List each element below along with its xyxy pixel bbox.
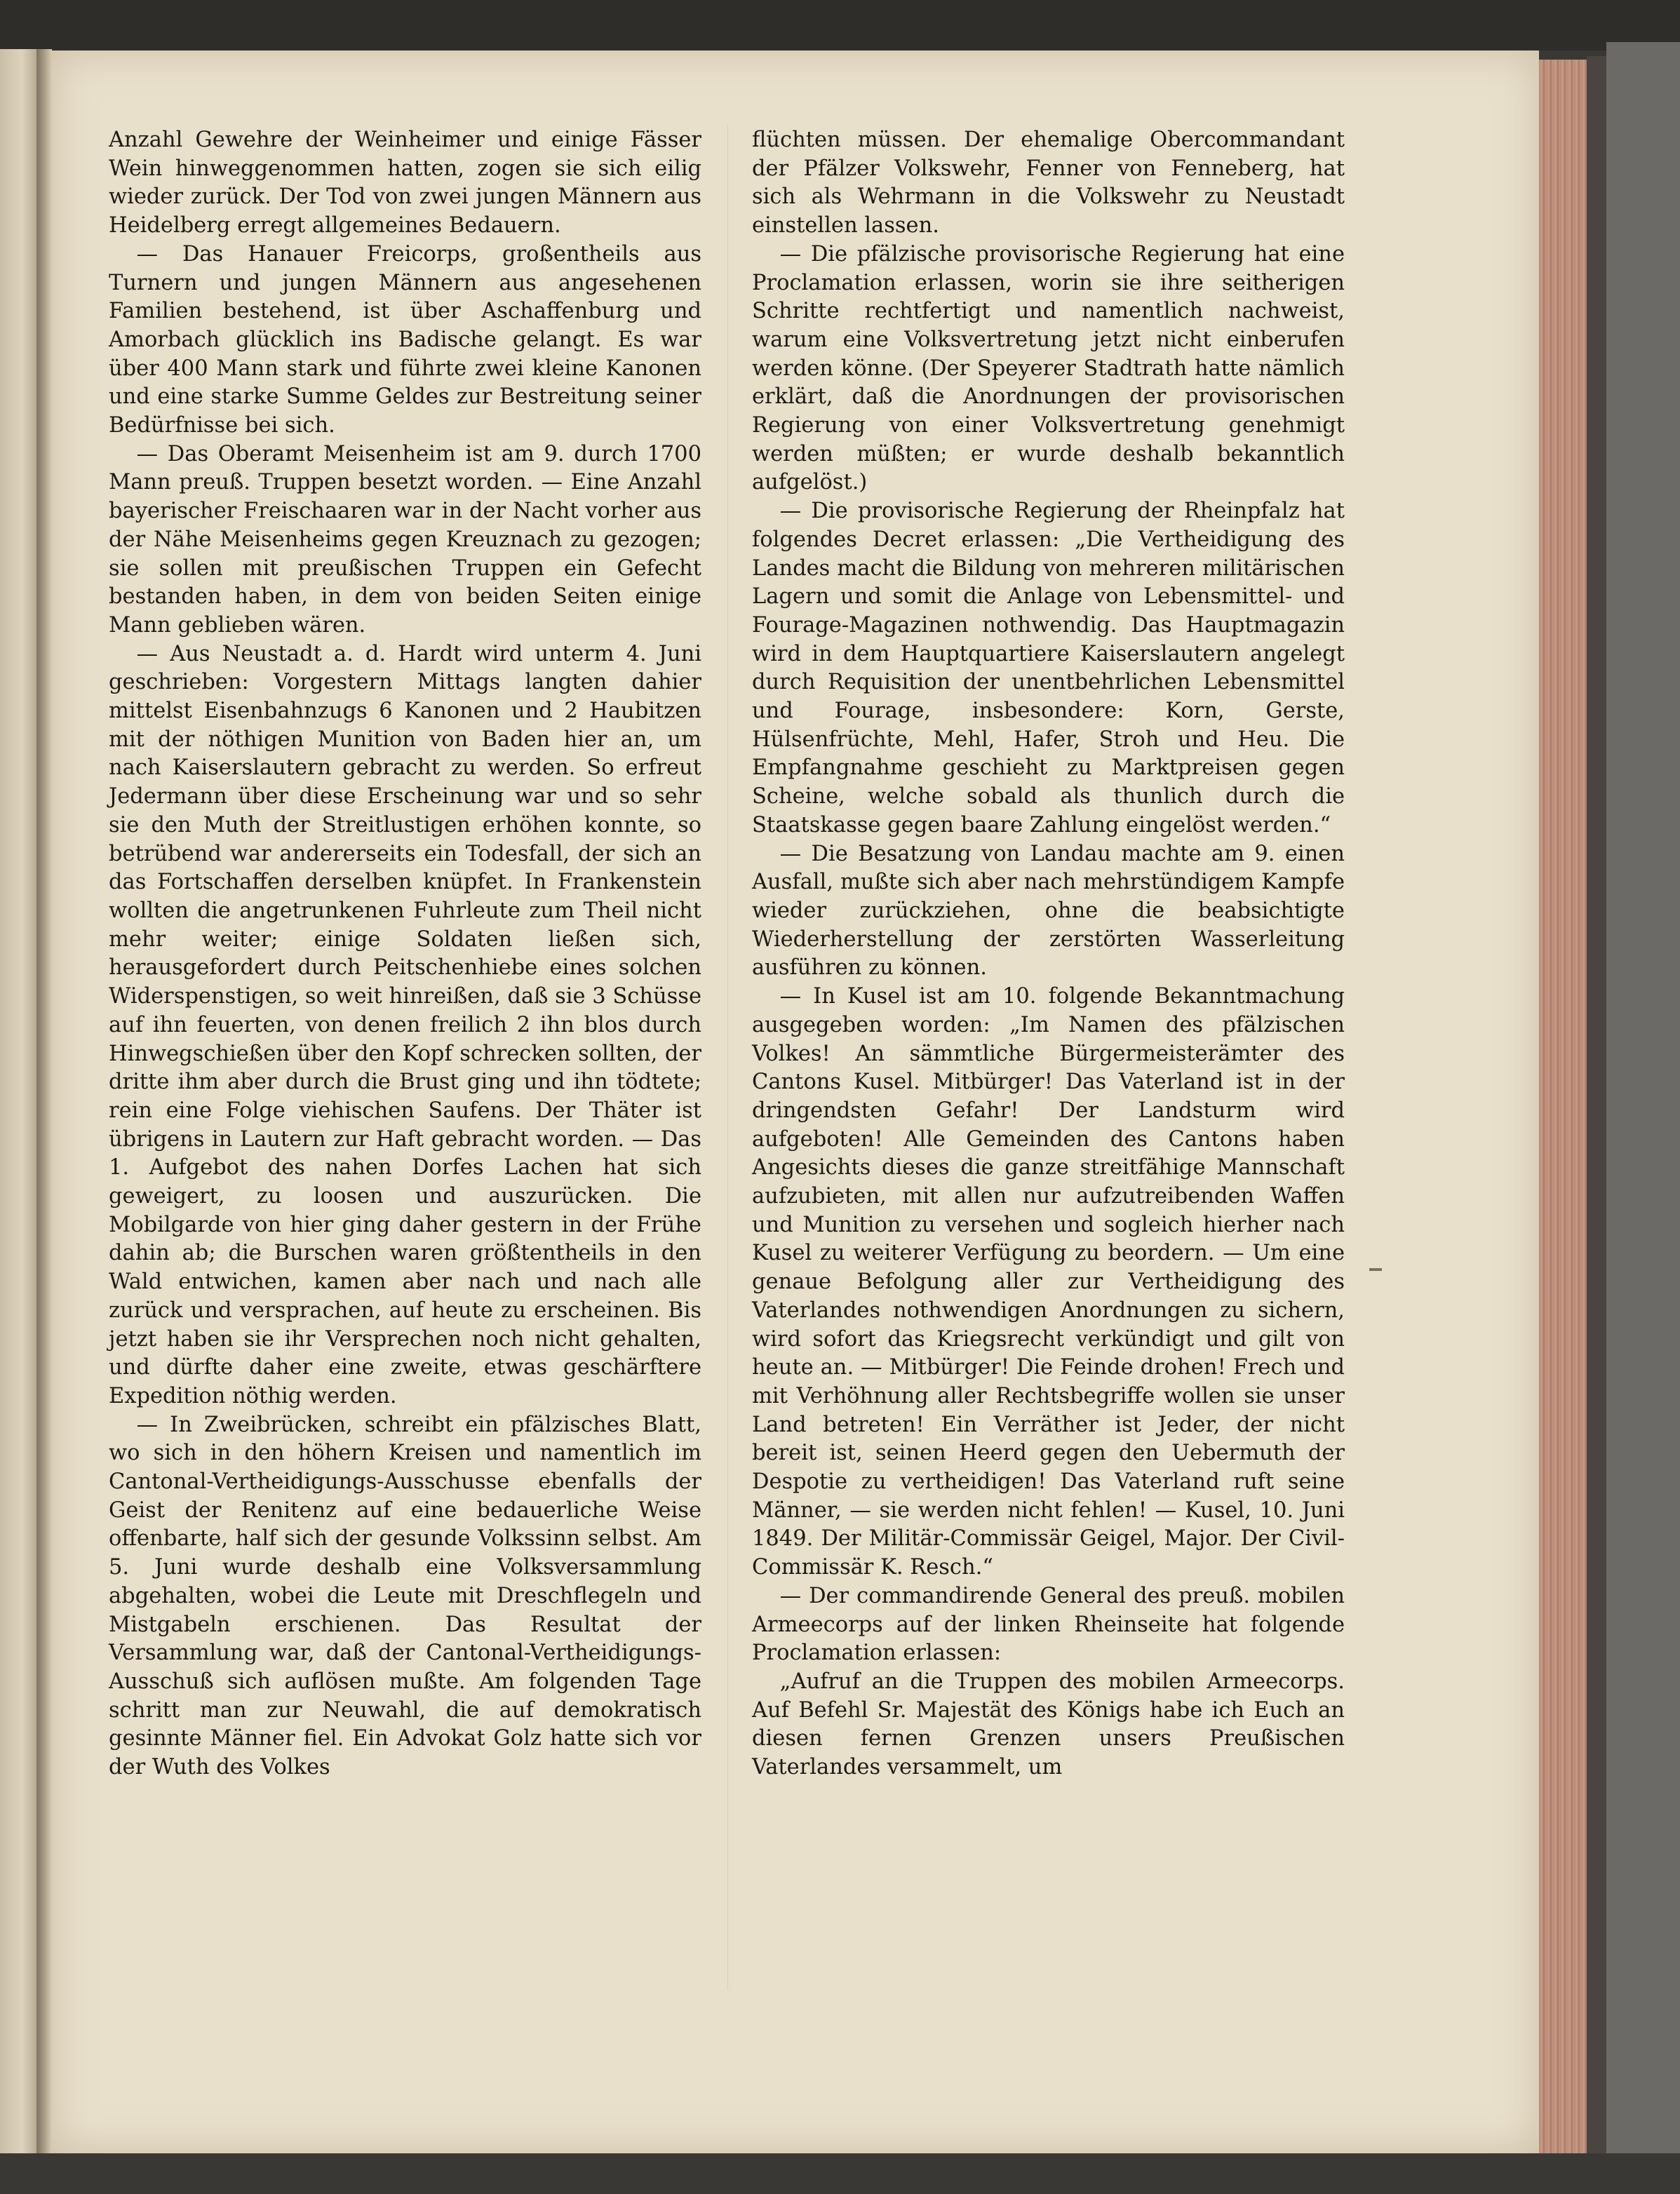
left-paragraph-1: Anzahl Gewehre der Weinheimer und einige Fässer Wein hinweggenommen hatten, zogen sie sich eilig wieder zurück. Der Tod von zwei jungen Männern aus Heidelberg erregt allgemeines Bedauern. (109, 128, 701, 238)
left-text-column (109, 126, 701, 1782)
cover-board-edge (1587, 56, 1606, 2160)
right-text-column (752, 126, 1345, 1782)
right-paragraph-2: — Die pfälzische provisorische Regierung hat eine Proclamation erlassen, worin sie ihre seitherigen Schritte rechtfertigt und namentlich nachweist, warum eine Volksvertretung jetzt nicht einberufen werden könne. (Der Speyerer Stadtrath hatte nämlich erklärt, daß die Anordnungen der provisorischen Regierung von einer Volksvertretung genehmigt werden müßten; er wurde deshalb bekanntlich aufgelöst.) (752, 241, 1345, 495)
left-paragraph-2: — Das Hanauer Freicorps, großentheils aus Turnern und jungen Männern aus angesehenen Familien bestehend, ist über Aschaffenburg und Amorbach glücklich ins Badische gelangt. Es war über 400 Mann stark und führte zwei kleine Kanonen und eine starke Summe Geldes zur Bestreitung seiner Bedürfnisse bei sich. (109, 241, 701, 438)
right-paragraph-3: — Die provisorische Regierung der Rheinpfalz hat folgendes Decret erlassen: „Die Vertheidigung des Landes macht die Bildung von mehreren militärischen Lagern und somit die Anlage von Lebensmittel- und Fourage-Magazinen nothwendig. Das Hauptmagazin wird in dem Hauptquartiere Kaiserslautern angelegt durch Requisition der unentbehrlichen Lebensmittel und Fourage, insbesondere: Korn, Gerste, Hülsenfrüchte, Mehl, Hafer, Stroh und Heu. Die Empfangnahme geschieht zu Marktpreisen gegen Scheine, welche sobald als thunlich durch die Staatskasse gegen baare Zahlung eingelöst werden.“ (752, 499, 1345, 837)
left-page-edge (0, 49, 36, 2153)
right-paragraph-4: — Die Besatzung von Landau machte am 9. einen Ausfall, mußte sich aber nach mehrstündigem Kampfe wieder zurückziehen, ohne die beabsichtigte Wiederherstellung der zerstörten Wasserleitung ausführen zu können. (752, 841, 1345, 981)
right-paragraph-5: — In Kusel ist am 10. folgende Bekanntmachung ausgegeben worden: „Im Namen des pfälzischen Volkes! An sämmtliche Bürgermeisterämter des Cantons Kusel. Mitbürger! Das Vaterland ist in der dringendsten Gefahr! Der Landsturm wird aufgeboten! Alle Gemeinden des Cantons haben Angesichts dieses die ganze streitfähige Mannschaft aufzubieten, mit allen nur aufzutreibenden Waffen und Munition zu versehen und sogleich hierher nach Kusel zu weiterer Verfügung zu beordern. — Um eine genaue Befolgung aller zur Vertheidigung des Vaterlandes nothwendigen Anordnungen zu sichern, wird sofort das Kriegsrecht verkündigt und gilt von heute an. — Mitbürger! Die Feinde drohen! Frech und mit Verhöhnung aller Rechtsbegriffe wollen sie unser Land betreten! Ein Verräther ist Jeder, der nicht bereit ist, seinen Heerd gegen den Uebermuth der Despotie zu vertheidigen! Das Vaterland ruft seine Männer, — sie werden nicht fehlen! — Kusel, 10. Juni 1849. Der Militär-Commissär Geigel, Major. Der Civil-Commissär K. Resch.“ (752, 984, 1345, 1580)
left-paragraph-4: — Aus Neustadt a. d. Hardt wird unterm 4. Juni geschrieben: Vorgestern Mittags langten dahier mittelst Eisenbahnzugs 6 Kanonen und 2 Haubitzen mit der nöthigen Munition von Baden hier an, um nach Kaiserslautern gebracht zu werden. So erfreut Jedermann über diese Erscheinung war und so sehr sie den Muth der Streitlustigen erhöhen konnte, so betrübend war andererseits ein Todesfall, der sich an das Fortschaffen derselben knüpfet. In Frankenstein wollten die angetrunkenen Fuhrleute zum Theil nicht mehr weiter; einige Soldaten ließen sich, herausgefordert durch Peitschenhiebe eines solchen Widerspenstigen, so weit hinreißen, daß sie 3 Schüsse auf ihn feuerten, von denen freilich 2 ihn blos durch Hinwegschießen über den Kopf schrecken sollten, der dritte ihm aber durch die Brust ging und ihn tödtete; rein eine Folge viehischen Saufens. Der Thäter ist übrigens in Lautern zur Haft gebracht worden. — Das 1. Aufgebot des nahen Dorfes Lachen hat sich geweigert, zu loosen und auszurücken. Die Mobilgarde von hier ging daher gestern in der Frühe dahin ab; die Burschen waren größtentheils in den Wald entwichen, kamen aber nach und nach alle zurück und versprachen, auf heute zu erscheinen. Bis jetzt haben sie ihr Versprechen noch nicht gehalten, und dürfte daher eine zweite, etwas geschärftere Expedition nöthig werden. (109, 641, 701, 1408)
right-paragraph-1: flüchten müssen. Der ehemalige Obercommandant der Pfälzer Volkswehr, Fenner von Fenneberg, hat sich als Wehrmann in die Volkswehr zu Neustadt einstellen lassen. (752, 128, 1345, 238)
right-paragraph-7: „Aufruf an die Truppen des mobilen Armeecorps. Auf Befehl Sr. Majestät des Königs habe ich Euch an diesen fernen Grenzen unsers Preußischen Vaterlandes versammelt, um (752, 1669, 1345, 1780)
page-block-edge (1539, 60, 1587, 2157)
left-paragraph-5: — In Zweibrücken, schreibt ein pfälzisches Blatt, wo sich in den höhern Kreisen und namentlich im Cantonal-Vertheidigungs-Ausschusse ebenfalls der Geist der Renitenz auf eine bedauerliche Weise offenbarte, half sich der gesunde Volkssinn selbst. Am 5. Juni wurde deshalb eine Volksversammlung abgehalten, wobei die Leute mit Dreschflegeln und Mistgabeln erschienen. Das Resultat der Versammlung war, daß der Cantonal-Vertheidigungs-Ausschuß sich auflösen mußte. Am folgenden Tage schritt man zur Neuwahl, die auf demokratisch gesinnte Männer fiel. Ein Advokat Golz hatte sich vor der Wuth des Volkes (109, 1412, 701, 1780)
scanner-background-top (0, 0, 1680, 51)
right-paragraph-6: — Der commandirende General des preuß. mobilen Armeecorps auf der linken Rheinseite hat folgende Proclamation erlassen: (752, 1583, 1345, 1666)
margin-dash-mark (1369, 1268, 1382, 1271)
column-divider (727, 125, 728, 1991)
left-paragraph-3: — Das Oberamt Meisenheim ist am 9. durch 1700 Mann preuß. Truppen besetzt worden. — Eine Anzahl bayerischer Freischaaren war in der Nacht vorher aus der Nähe Meisenheims gegen Kreuznach zu gezogen; sie sollen mit preußischen Truppen ein Gefecht bestanden haben, in dem von beiden Seiten einige Mann geblieben wären. (109, 441, 701, 638)
book-gutter (36, 49, 52, 2160)
scanner-background-bottom (0, 2153, 1680, 2194)
scanner-background-right (1606, 42, 1680, 2194)
